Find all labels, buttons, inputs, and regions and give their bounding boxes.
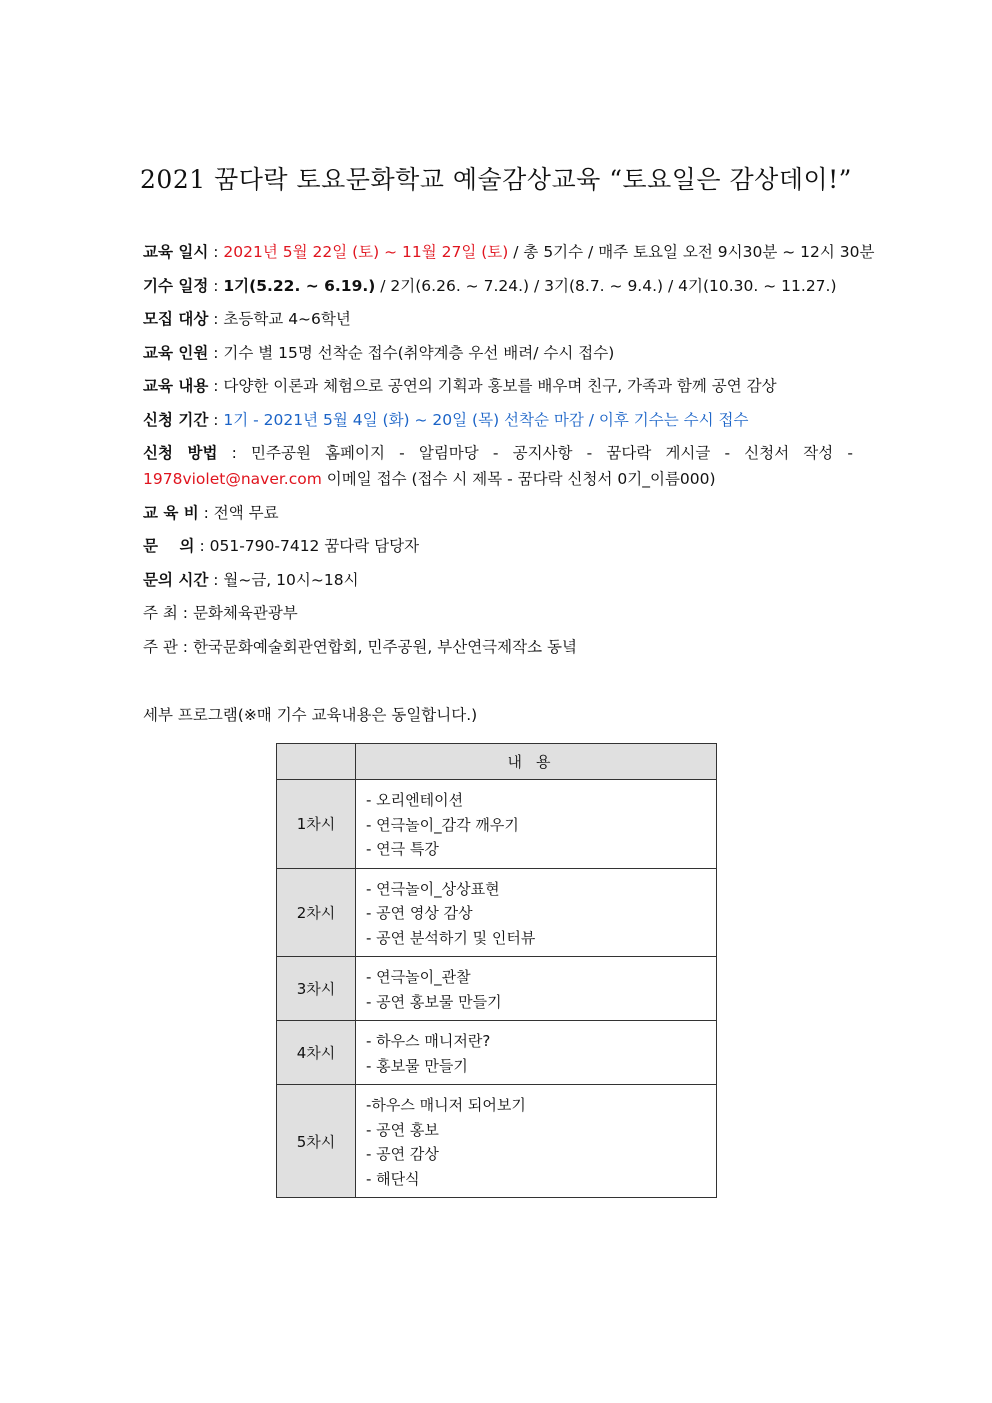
session-label: 2차시 [277, 868, 356, 957]
period-label: 신청 기간 [143, 410, 209, 429]
hours-value: 월~금, 10시~18시 [223, 570, 359, 589]
schedule-dates: 2021년 5월 22일 (토) ~ 11월 27일 (토) [223, 243, 509, 261]
fee-value: 전액 무료 [213, 503, 279, 522]
separator: : [194, 537, 210, 555]
info-row-period [143, 407, 853, 433]
list-item: - 공연 홍보물 만들기 [366, 992, 502, 1011]
info-row-method [143, 440, 853, 492]
terms-label: 기수 일정 [143, 276, 209, 295]
list-item: - 연극 특강 [366, 840, 439, 858]
info-row-fee [143, 500, 853, 526]
hours-label: 문의 시간 [143, 570, 209, 589]
separator: : [208, 243, 224, 261]
program-table [276, 743, 717, 1198]
session-content [356, 1021, 717, 1085]
info-row-hours [143, 567, 853, 593]
list-item: - 해단식 [366, 1169, 420, 1188]
info-row-organizer [143, 634, 853, 660]
list-item: - 공연 홍보 [366, 1120, 439, 1139]
host-label: 주 최 [143, 604, 178, 622]
fee-label: 교 육 비 [143, 503, 199, 522]
info-row-capacity [143, 340, 853, 366]
program-heading: 세부 프로그램(※매 기수 교육내용은 동일합니다.) [143, 706, 478, 724]
method-label: 신청 방법 [143, 444, 218, 462]
separator: : [208, 310, 224, 328]
session-label: 5차시 [277, 1085, 356, 1198]
content-label: 교육 내용 [143, 377, 209, 395]
session-label: 4차시 [277, 1021, 356, 1085]
list-item: - 하우스 매니저란? [366, 1032, 491, 1050]
period-value: 1기 - 2021년 5월 4일 (화) ~ 20일 (목) 선착순 마감 / 이후 기수는 수시 접수 [223, 410, 749, 429]
term-1: 1기(5.22. ~ 6.19.) [223, 276, 376, 295]
target-label: 모집 대상 [143, 310, 209, 328]
info-row-content [143, 373, 853, 399]
email-link[interactable]: 1978violet@naver.com [143, 470, 322, 488]
schedule-detail: / 총 5기수 / 매주 토요일 오전 9시30분 ~ 12시 30분 [508, 243, 875, 261]
session-content [356, 868, 717, 957]
list-item: - 오리엔테이션 [366, 791, 464, 809]
list-item: - 연극놀이_관찰 [366, 968, 471, 986]
session-label: 1차시 [277, 780, 356, 869]
schedule-label: 교육 일시 [143, 243, 209, 261]
contact-value: 051-790-7412 꿈다락 담당자 [209, 537, 420, 555]
table-row [277, 1085, 717, 1198]
session-content [356, 1085, 717, 1198]
list-item: - 공연 분석하기 및 인터뷰 [366, 928, 536, 947]
separator: : [208, 570, 224, 589]
list-item: - 연극놀이_상상표현 [366, 879, 500, 898]
table-header-row [277, 744, 717, 780]
separator: : [198, 503, 214, 522]
table-row [277, 957, 717, 1021]
separator: : [208, 410, 224, 429]
method-text: 민주공원 홈페이지 - 알림마당 - 공지사항 - 꿈다락 게시글 - 신청서 작성 - [251, 444, 853, 462]
host-value: 문화체육관광부 [192, 604, 298, 622]
separator: : [208, 377, 224, 395]
target-value: 초등학교 4~6학년 [223, 310, 351, 328]
list-item: - 공연 감상 [366, 1145, 439, 1163]
session-content [356, 780, 717, 869]
table-header-empty [277, 744, 356, 780]
info-row-target [143, 306, 853, 332]
list-item: - 연극놀이_감각 깨우기 [366, 815, 519, 834]
table-row [277, 780, 717, 869]
table-row [277, 868, 717, 957]
info-row-terms [143, 273, 853, 299]
separator: : [208, 276, 224, 295]
session-label: 3차시 [277, 957, 356, 1021]
separator: : [208, 343, 224, 362]
method-note: 이메일 접수 (접수 시 제목 - 꿈다락 신청서 0기_이름000) [321, 470, 716, 488]
session-content [356, 957, 717, 1021]
organizer-label: 주 관 [143, 637, 178, 656]
list-item: - 공연 영상 감상 [366, 904, 473, 922]
list-item: -하우스 매니저 되어보기 [366, 1096, 526, 1114]
document-title: 2021 꿈다락 토요문화학교 예술감상교육 “토요일은 감상데이!” [140, 165, 852, 194]
content-value: 다양한 이론과 체험으로 공연의 기획과 홍보를 배우며 친구, 가족과 함께 공연 감상 [223, 377, 777, 395]
separator: : [217, 444, 252, 462]
info-row-schedule [143, 239, 875, 265]
info-row-contact [143, 533, 853, 559]
table-header-content: 내용 [356, 744, 717, 780]
info-section [143, 239, 875, 667]
contact-label: 문 의 [143, 537, 195, 555]
capacity-label: 교육 인원 [143, 343, 209, 362]
capacity-value: 기수 별 15명 선착순 접수(취약계층 우선 배려/ 수시 접수) [223, 343, 615, 362]
terms-rest: / 2기(6.26. ~ 7.24.) / 3기(8.7. ~ 9.4.) / 4기(10.30. ~ 11.27.) [375, 276, 837, 295]
info-row-host [143, 600, 853, 626]
list-item: - 홍보물 만들기 [366, 1056, 468, 1075]
organizer-value: 한국문화예술회관연합회, 민주공원, 부산연극제작소 동녘 [192, 637, 577, 656]
table-row [277, 1021, 717, 1085]
separator: : [177, 604, 193, 622]
separator: : [177, 637, 193, 656]
